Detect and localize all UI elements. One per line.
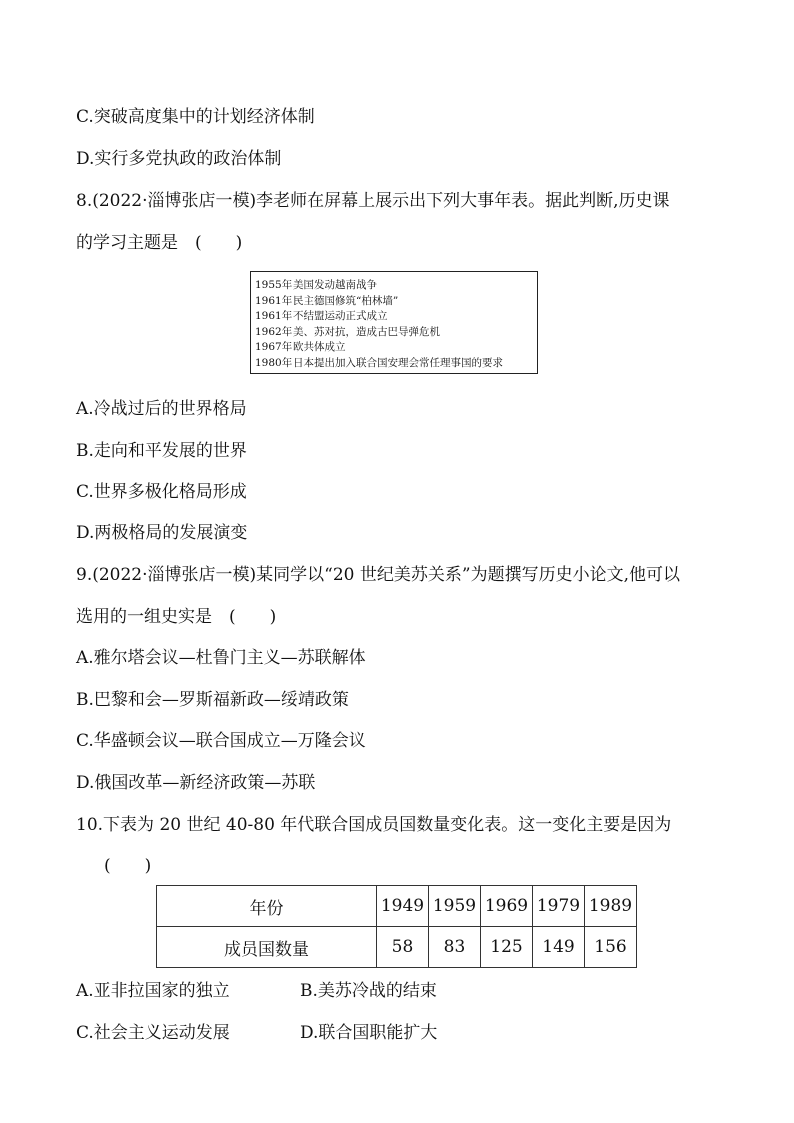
q10-stem-line1: 10.下表为 20 世纪 40-80 年代联合国成员国数量变化表。这一变化主要是因为 <box>76 815 672 835</box>
q9-stem-line1: 9.(2022·淄博张店一模)某同学以“20 世纪美苏关系”为题撰写历史小论文,他可以 <box>76 565 680 585</box>
q8-stem-line2: 的学习主题是 ( ) <box>76 233 243 253</box>
table-cell: 1959 <box>429 886 481 927</box>
q9-option-b: B.巴黎和会—罗斯福新政—绥靖政策 <box>76 690 349 710</box>
table-cell: 1969 <box>481 886 533 927</box>
timeline-row: 1967年欧共体成立 <box>255 341 346 354</box>
timeline-row: 1962年美、苏对抗，造成古巴导弹危机 <box>255 325 440 338</box>
q7-option-c: C.突破高度集中的计划经济体制 <box>76 107 315 127</box>
timeline-row: 1961年民主德国修筑“柏林墙” <box>255 294 399 307</box>
q8-timeline-box <box>250 271 538 374</box>
table-cell: 156 <box>585 927 637 968</box>
timeline-row: 1955年美国发动越南战争 <box>255 279 377 291</box>
q9-option-a: A.雅尔塔会议—杜鲁门主义—苏联解体 <box>76 648 366 668</box>
q9-stem-line2: 选用的一组史实是 ( ) <box>76 607 277 627</box>
table-cell: 149 <box>533 927 585 968</box>
table-cell: 83 <box>429 927 481 968</box>
q10-option-b: B.美苏冷战的结束 <box>300 981 437 1001</box>
table-header-year: 年份 <box>157 886 377 927</box>
q10-member-table <box>156 885 637 968</box>
q10-option-a: A.亚非拉国家的独立 <box>76 981 230 1001</box>
table-row <box>157 886 637 927</box>
timeline-row: 1980年日本提出加入联合国安理会常任理事国的要求 <box>255 356 503 369</box>
q10-option-c: C.社会主义运动发展 <box>76 1023 230 1043</box>
q8-stem-line1: 8.(2022·淄博张店一模)李老师在屏幕上展示出下列大事年表。据此判断,历史课 <box>76 191 670 211</box>
q7-option-d: D.实行多党执政的政治体制 <box>76 149 282 169</box>
q8-option-a: A.冷战过后的世界格局 <box>76 399 247 419</box>
timeline-row: 1961年不结盟运动正式成立 <box>255 310 388 323</box>
table-cell: 1989 <box>585 886 637 927</box>
q8-option-d: D.两极格局的发展演变 <box>76 523 248 543</box>
q10-stem-line2: ( ) <box>104 856 152 876</box>
table-row <box>157 927 637 968</box>
q8-option-c: C.世界多极化格局形成 <box>76 482 247 502</box>
q10-option-d: D.联合国职能扩大 <box>300 1023 438 1043</box>
q9-option-c: C.华盛顿会议—联合国成立—万隆会议 <box>76 731 366 751</box>
table-cell: 125 <box>481 927 533 968</box>
table-cell: 1949 <box>377 886 429 927</box>
q8-option-b: B.走向和平发展的世界 <box>76 441 247 461</box>
table-cell: 1979 <box>533 886 585 927</box>
table-cell: 58 <box>377 927 429 968</box>
q9-option-d: D.俄国改革—新经济政策—苏联 <box>76 773 316 793</box>
table-header-count: 成员国数量 <box>157 927 377 968</box>
